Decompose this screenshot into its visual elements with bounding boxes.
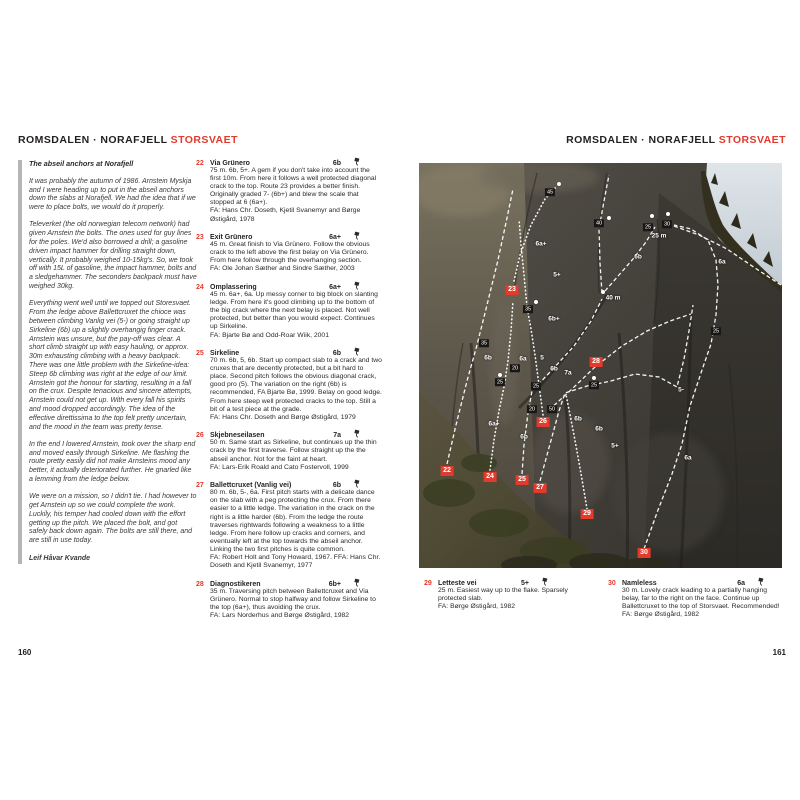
route-grade: 7a [333, 432, 341, 440]
pitch-grade-label: 6b+ [548, 315, 560, 323]
route-entry [196, 346, 382, 422]
route-head [196, 156, 382, 167]
route-head [196, 478, 382, 489]
route-entry [196, 428, 382, 471]
belay-dot [601, 290, 605, 294]
route-name: Exit Grünero [210, 234, 253, 242]
route-description: 45 m. 6a+, 6a. Up messy corner to big block on slanting ledge. From here it's good climbing up to the bottom of the big crack where the next belay is placed. Not well protected, but better than you would expect. Continues up Sirkeline. [210, 291, 378, 331]
route-name: Letteste vei [438, 580, 477, 587]
route-description: 75 m. 6b, 5+. A gem if you don't take into account the first 10m. From here it follows a well protected diagonal crack to the top. Route 23 provides a better finish. Originally graded 7- (6b+) and blew the scale that stopped at 6 (6a+). [210, 167, 377, 207]
route-number: 24 [196, 284, 204, 292]
route-number-marker: 28 [590, 357, 603, 367]
route-number: 30 [608, 580, 616, 587]
route-number-marker: 22 [441, 466, 454, 476]
page-header-left [18, 134, 238, 146]
trad-gear-icon [353, 479, 362, 490]
story-paragraph: In the end I lowered Arnstein, took over the sharp end and moved easily through Sirkeline. Me flashing the route pretty easily did not make Arnsteins mood any better, it actually deteriorated further. He gnarled like a lemming from the ledge below. [29, 440, 196, 483]
pitch-grade-label: 6b [484, 354, 492, 362]
route-entry [196, 280, 382, 340]
route-name: Via Grünero [210, 160, 250, 167]
route-first-ascent: FA: Hans Chr. Doseth, Kjetil Svanemyr and Børge Østigård, 1978 [210, 207, 361, 223]
pitch-length-label: 30 [663, 220, 671, 227]
route-head [608, 576, 786, 587]
route-name: Skjebneseilasen [210, 432, 265, 440]
pitch-grade-label: 5+ [611, 442, 619, 450]
abseil-distance-label: 25 m [651, 232, 667, 240]
pitch-grade-label: 7a [564, 369, 572, 377]
route-head [196, 428, 382, 439]
route-entry [424, 576, 570, 611]
route-first-ascent: FA: Hans Chr. Doseth and Børge Østigård, 1979 [210, 413, 356, 421]
pitch-grade-label: 5- [678, 386, 684, 394]
route-entry [196, 577, 382, 620]
route-grade: 6a [737, 580, 745, 587]
belay-dot [650, 214, 654, 218]
route-first-ascent: FA: Ole Johan Sæther and Sindre Sæther, 2003 [210, 265, 355, 273]
trad-gear-icon [353, 231, 362, 242]
pitch-length-label: 20 [511, 364, 519, 371]
story-paragraph: It was probably the autumn of 1986. Arnstein Myskja and I were heading up to put in the abseil anchors down the slabs at Norafjell. We had the idea that if we were to place bolts, we would do it properly. [29, 177, 196, 212]
route-number: 22 [196, 160, 204, 167]
route-description: 80 m. 6b, 5-, 6a. First pitch starts with a delicate dance on the slab with a peg protecting the crux. From there easier to a little ledge. The variation in the crack on the right is a little harder (6b). From the ledge the route traverses rightwards following a weakness to a little ledge. From here follow up cracks and corners, and eventually left at the top towards the abseil anchor. Linking the two first pitches is quite common. [210, 489, 375, 553]
pitch-length-label: 25 [644, 223, 652, 230]
pitch-grade-label: 6b [634, 253, 642, 261]
pitch-length-label: 40 [595, 219, 603, 226]
pitch-grade-label: 5 [540, 354, 544, 362]
belay-dot [557, 182, 561, 186]
story-paragraph: Televerket (the old norwegian telecom network) had given Arnstein the bolts. The ones used for guy lines for the poles. We'd also borrowed a drill; a gasoline driven impact hammer for drilling straight down, vertically. It probably weighed 10-15kg's. So, we took off with 15L of gasoline, the impact hammer, bolts and a sledgehammer. The seconders backpack must have weighed 30kg. [29, 221, 197, 291]
route-number-marker: 29 [581, 509, 594, 519]
trad-gear-icon [353, 578, 362, 589]
trad-gear-icon [757, 577, 766, 588]
story-title: The abseil anchors at Norafjell [29, 159, 134, 168]
route-first-ascent: FA: Lars Norderhus and Børge Østigård, 1982 [210, 611, 350, 619]
route-grade: 5+ [521, 580, 529, 587]
trad-gear-icon [353, 157, 362, 168]
route-number: 26 [196, 432, 204, 440]
pitch-length-label: 25 [590, 381, 598, 388]
belay-dot [534, 300, 538, 304]
trad-gear-icon [541, 577, 550, 588]
route-list-left [196, 156, 382, 627]
route-name: Diagnostikeren [210, 580, 261, 588]
route-number-marker: 23 [506, 285, 519, 295]
pitch-grade-label: 5+ [553, 271, 561, 279]
trad-gear-icon [353, 429, 362, 440]
route-entry [196, 156, 382, 224]
route-head [196, 280, 382, 291]
page-number-right: 161 [772, 648, 786, 657]
header-region: ROMSDALEN · NORAFJELL [18, 134, 168, 146]
route-number: 25 [196, 350, 204, 358]
route-grade: 6b+ [328, 580, 341, 588]
route-column-30 [608, 576, 786, 626]
route-grade: 6a+ [329, 284, 341, 292]
route-number: 28 [196, 580, 204, 588]
route-number: 29 [424, 580, 432, 587]
pitch-length-label: 45 [546, 188, 554, 195]
route-grade: 6b [332, 482, 341, 490]
route-head [196, 346, 382, 357]
route-grade: 6b [332, 350, 341, 358]
pitch-grade-label: 6a+ [535, 240, 547, 248]
pitch-length-label: 35 [524, 305, 532, 312]
pitch-grade-label: 6a [718, 258, 726, 266]
pitch-grade-label: 6b [574, 415, 582, 423]
route-name: Namleless [622, 580, 657, 587]
abseil-distance-label: 40 m [605, 294, 621, 302]
route-entry [196, 230, 382, 273]
route-description: 35 m. Traversing pitch between Ballettcruxet and Via Grünero. Normal to stop halfway and follow Sirkeline to the top (6a+), thus avoiding the crux. [210, 587, 376, 611]
route-description: 30 m. Lovely crack leading to a partially hanging belay, far to the right on the face. Continue up Ballettcruxet to the top of Storsvaet. Recommended! [622, 587, 780, 611]
header-crag: STORSVAET [170, 134, 238, 146]
pitch-grade-label: 6b [520, 433, 528, 441]
pitch-length-label: 35 [480, 339, 488, 346]
route-first-ascent: FA: Børge Østigård, 1982 [622, 611, 700, 619]
route-entry [608, 576, 786, 619]
pitch-grade-label: 6a+ [488, 420, 500, 428]
trad-gear-icon [353, 281, 362, 292]
route-description: 70 m. 6b, 5, 6b. Start up compact slab to a crack and two cruxes that are decently protected, but a bit hard to place. Second pitch follows the obvious diagonal crack, good pro (5). The variation on the right (6b) is recommended, FA Bjarte Bø, 1999. Belay on good ledge. From here steep well protected cracks to the top. Still a bit of a test piece at the grade. [210, 357, 382, 413]
story-paragraphs [29, 178, 197, 546]
route-grade: 6a+ [329, 234, 341, 242]
route-number: 23 [196, 234, 204, 242]
route-name: Sirkeline [210, 350, 240, 358]
pitch-grade-label: 6b [595, 425, 603, 433]
pitch-grade-label: 6a [684, 454, 692, 462]
route-head [196, 230, 382, 241]
route-first-ascent: FA: Robert Holt and Tony Howard, 1967. FFA: Hans Chr. Doseth and Kjetil Svanemyr, 1977 [210, 553, 381, 570]
page-header-right [420, 134, 786, 146]
route-number: 27 [196, 482, 204, 490]
route-description: 25 m. Easiest way up to the flake. Sparsely protected slab. [438, 587, 568, 603]
route-column-29 [424, 576, 570, 626]
route-number-marker: 25 [516, 475, 529, 485]
route-first-ascent: FA: Børge Østigård, 1982 [438, 603, 516, 611]
pitch-length-label: 50 [548, 405, 556, 412]
route-name: Omplassering [210, 284, 257, 292]
pitch-grade-label: 6a [519, 355, 527, 363]
route-description: 45 m. Great finish to Via Grünero. Follow the obvious crack to the left above the first belay on Via Grünero. From here follow through the overhanging section. [210, 241, 370, 265]
belay-dot [666, 212, 670, 216]
route-first-ascent: FA: Lars-Erik Roald and Cato Fostervoll, 1999 [210, 463, 349, 471]
story-paragraph: We were on a mission, so I didn't tie. I had however to get Arnstein up so we could complete the work. Luckily, his temper had cooled down with the effort getting up the pitch. We placed the bolt, and got safely back down again. The bolts are still there, and are still in use today. [29, 493, 197, 545]
route-list-right [424, 576, 786, 626]
page-number-left: 160 [18, 648, 32, 657]
topo-photo [419, 163, 782, 568]
pitch-length-label: 25 [496, 378, 504, 385]
header-crag: STORSVAET [718, 134, 786, 146]
route-number-marker: 26 [537, 417, 550, 427]
route-grade: 6b [332, 160, 341, 167]
route-first-ascent: FA: Bjarte Bø and Odd-Roar Wiik, 2001 [210, 331, 329, 339]
route-description: 50 m. Same start as Sirkeline, but continues up the thin crack by the first traverse. Follow straight up the the abseil anchor. Not for the faint at heart. [210, 439, 377, 463]
route-number-marker: 27 [534, 483, 547, 493]
story-signature: Leif Håvar Kvande [29, 555, 91, 563]
route-head [424, 576, 570, 587]
route-entry [196, 478, 382, 570]
pitch-grade-label: 6b [550, 365, 558, 373]
belay-dot [592, 376, 596, 380]
route-number-marker: 30 [638, 548, 651, 558]
trad-gear-icon [353, 347, 362, 358]
story-sidebar [18, 160, 197, 564]
route-name: Ballettcruxet (Vanlig vei) [210, 482, 292, 490]
topo-overlay-labels [419, 163, 782, 568]
belay-dot [607, 216, 611, 220]
route-head [196, 577, 382, 588]
story-paragraph: Everything went well until we topped out Storesvaet. From the ledge above Ballettcruxet the chioce was between climbing Vanlig vei (5-) or going straight up Sirkeline (6b) up a slightly overhangig finger crack. Arnstein was unsure, but the pay-off was clear. A short climb straight up with easy hauling, or approx. 30m exhausting climbing with a heavy backpack. There was one little problem with the Sirkeline-idea: Steep 6b climbing was right at the edge of our limit. Arnstein got the honour for starting, resulting in a fall on the crux. Despite tenacious and sincere attempts, Arnstein could not get up. With every fall his spirits and mood dropped accordingly. The idea of the effective direttissima to the top felt pretty uncertain, and the mood in the team was pretty tense. [29, 300, 193, 431]
route-number-marker: 24 [484, 472, 497, 482]
pitch-length-label: 20 [528, 405, 536, 412]
pitch-length-label: 25 [532, 382, 540, 389]
pitch-length-label: 25 [712, 327, 720, 334]
belay-dot [498, 373, 502, 377]
header-region: ROMSDALEN · NORAFJELL [566, 134, 716, 146]
